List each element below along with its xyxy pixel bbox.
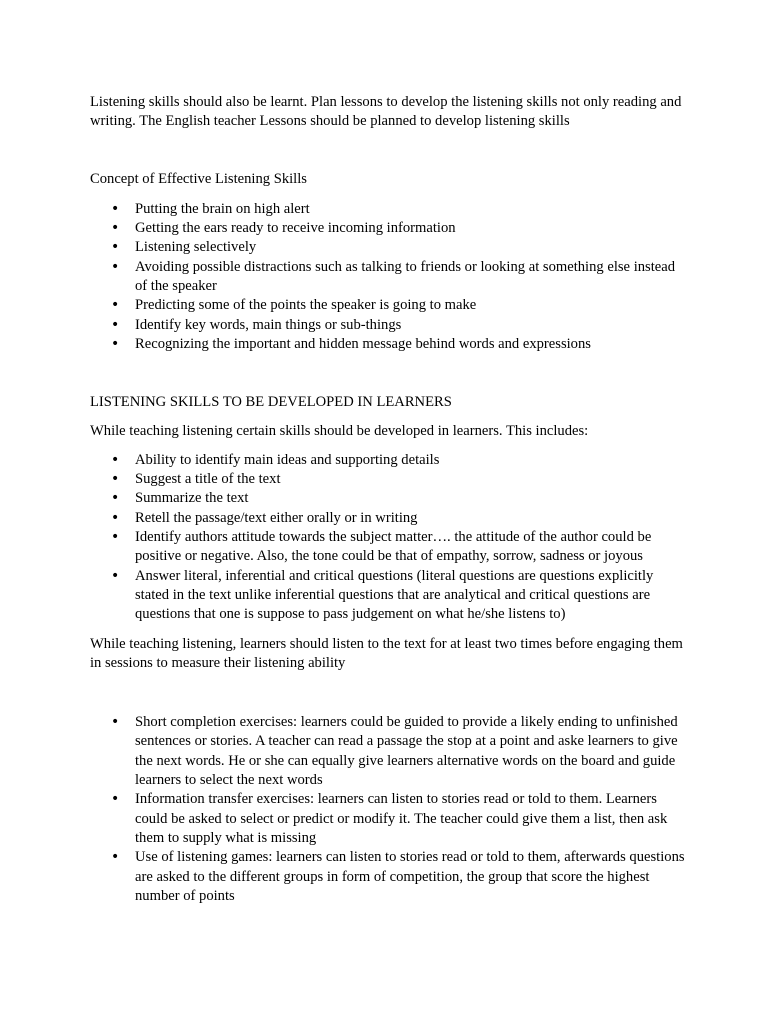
skills-intro-paragraph: While teaching listening certain skills should be developed in learners. This includes: (90, 422, 589, 439)
closing-paragraph: While teaching listening, learners should listen to the text for at least two times before engaging them in sessions to measure their listening ability (90, 635, 683, 671)
section-heading-skills: LISTENING SKILLS TO BE DEVELOPED IN LEARNERS (90, 394, 452, 411)
concept-list (90, 200, 690, 354)
list-item: • Short completion exercises: learners could be guided to provide a likely ending to unfinished sentences or stories. A teacher can read a passage the stop at a point and aske learners to give the next words. He or she can equally give learners alternative words on the board and guide learners to select the next words (90, 713, 690, 790)
list-item: • Information transfer exercises: learners can listen to stories read or told to them. Learners could be asked to select or predict or modify it. The teacher could give them a list, then ask them to supply what is missing (90, 790, 690, 848)
list-item: • Answer literal, inferential and critical questions (literal questions are questions explicitly stated in the text unlike inferential questions that are analytical and critical questions are questions that one is suppose to pass judgement on what he/she listens to) (90, 567, 690, 625)
list-item: • Avoiding possible distractions such as talking to friends or looking at something else instead of the speaker (90, 258, 690, 297)
list-item: • Use of listening games: learners can listen to stories read or told to them, afterwards questions are asked to the different groups in form of competition, the group that score the highest number of points (90, 848, 690, 906)
list-item: • Summarize the text (90, 489, 690, 508)
list-item: • Identify authors attitude towards the subject matter…. the attitude of the author could be positive or negative. Also, the tone could be that of empathy, sorrow, sadness or joyous (90, 528, 690, 567)
section-heading-concept: Concept of Effective Listening Skills (90, 170, 307, 187)
document-page (90, 93, 690, 906)
list-item: • Recognizing the important and hidden message behind words and expressions (90, 335, 690, 354)
list-item: • Putting the brain on high alert (90, 200, 690, 219)
list-item: • Suggest a title of the text (90, 470, 690, 489)
list-item: • Retell the passage/text either orally or in writing (90, 509, 690, 528)
list-item: • Listening selectively (90, 238, 690, 257)
list-item: • Ability to identify main ideas and supporting details (90, 451, 690, 470)
list-item: • Getting the ears ready to receive incoming information (90, 219, 690, 238)
skills-list (90, 451, 690, 625)
intro-paragraph: Listening skills should also be learnt. Plan lessons to develop the listening skills not only reading and writing. The English teacher Lessons should be planned to develop listening skills (90, 94, 682, 130)
list-item: • Predicting some of the points the speaker is going to make (90, 296, 690, 315)
list-item: • Identify key words, main things or sub-things (90, 316, 690, 335)
exercises-list (90, 713, 690, 906)
